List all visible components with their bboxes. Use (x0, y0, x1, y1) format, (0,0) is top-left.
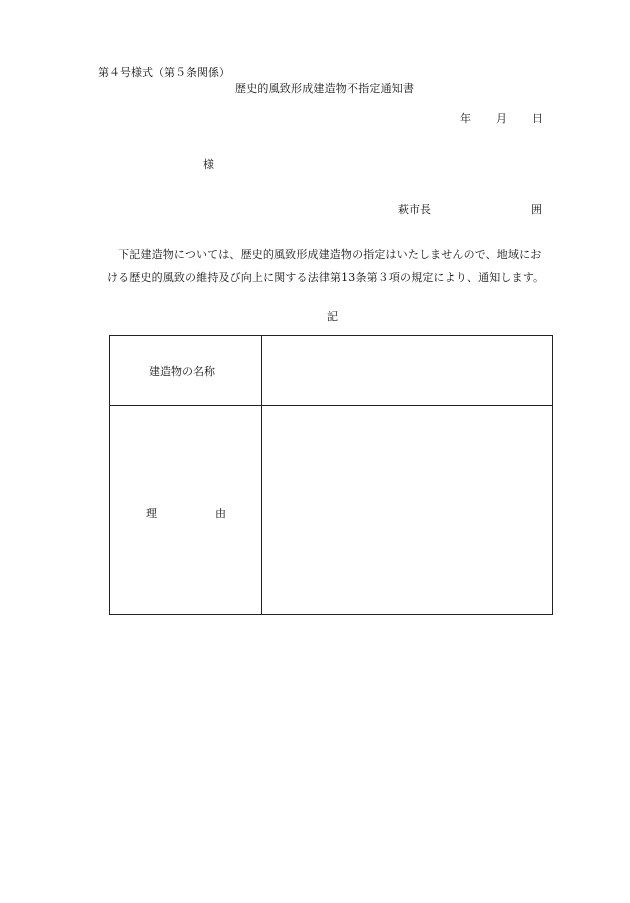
date-year-label: 年 (460, 112, 471, 125)
date-month-label: 月 (496, 112, 507, 125)
date-day-label: 日 (532, 112, 543, 125)
table-row-divider (110, 405, 552, 406)
body-line-1: 下記建造物については、歴史的風致形成建造物の指定はいたしませんので、地域にお (107, 248, 542, 261)
form-number: 第４号様式（第５条関係） (98, 66, 230, 79)
record-table (109, 335, 553, 615)
sender-mayor: 萩市長 (398, 203, 431, 216)
sender-seal-mark: 囲 (531, 203, 542, 216)
ki-heading: 記 (327, 310, 338, 323)
addressee-honorific: 様 (203, 158, 214, 171)
body-line-2: ける歴史的風致の維持及び向上に関する法律第13条第３項の規定により、通知します。 (107, 271, 545, 284)
table-label-reason-part-2: 由 (215, 507, 226, 520)
document-title: 歴史的風致形成建造物不指定通知書 (235, 82, 415, 95)
table-label-building-name: 建造物の名称 (149, 365, 215, 378)
table-label-reason-part-1: 理 (146, 507, 157, 520)
table-column-divider (261, 336, 262, 614)
body-paragraph (107, 243, 555, 289)
